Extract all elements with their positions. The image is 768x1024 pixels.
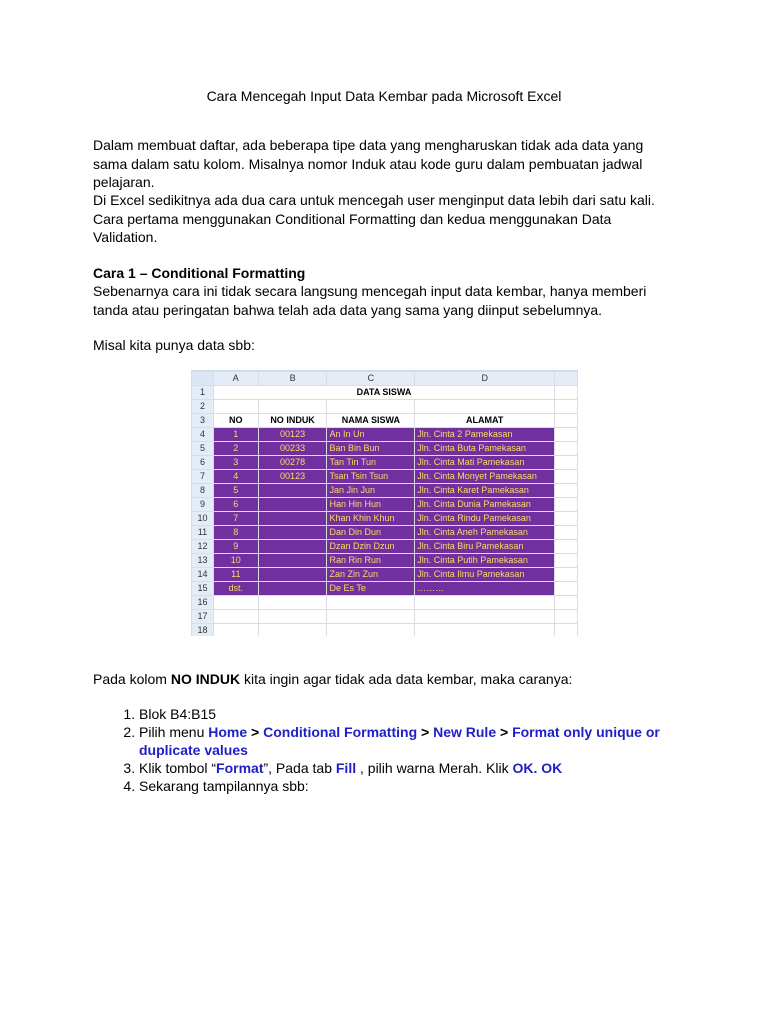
sheet-row xyxy=(192,526,578,540)
cell-no[interactable]: 9 xyxy=(213,540,258,554)
cell[interactable] xyxy=(327,596,415,610)
cell-no[interactable]: 7 xyxy=(213,512,258,526)
cell[interactable] xyxy=(213,610,258,624)
row-header[interactable]: 18 xyxy=(192,624,214,637)
cell-alamat[interactable]: Jln. Cinta Aneh Pamekasan xyxy=(415,526,555,540)
step-3-mid2: , pilih warna Merah. Klik xyxy=(356,760,513,776)
cara1-heading: Cara 1 – Conditional Formatting xyxy=(93,265,306,281)
sheet-row xyxy=(192,582,578,596)
fill-tab-ref: Fill xyxy=(335,760,357,776)
cell[interactable] xyxy=(555,540,578,554)
cell-no-induk[interactable] xyxy=(258,484,327,498)
step-item xyxy=(139,759,699,777)
pada-suffix: kita ingin agar tidak ada data kembar, maka caranya: xyxy=(240,671,573,687)
cell[interactable] xyxy=(555,512,578,526)
sheet-row xyxy=(192,610,578,624)
sheet-row xyxy=(192,386,578,400)
header-cell-alamat[interactable]: ALAMAT xyxy=(415,414,555,428)
cell[interactable] xyxy=(555,526,578,540)
cell-no[interactable]: 2 xyxy=(213,442,258,456)
sheet-row xyxy=(192,554,578,568)
cell[interactable] xyxy=(415,610,555,624)
cell[interactable] xyxy=(258,400,327,414)
cell-no[interactable]: dst. xyxy=(213,582,258,596)
cell-no[interactable]: 6 xyxy=(213,498,258,512)
cell-alamat[interactable]: Jln. Cinta Dunia Pamekasan xyxy=(415,498,555,512)
sheet-row xyxy=(192,498,578,512)
sheet-row xyxy=(192,414,578,428)
steps-list xyxy=(93,705,699,795)
format-button-ref: Format xyxy=(216,760,264,776)
cell[interactable] xyxy=(555,568,578,582)
cell[interactable] xyxy=(327,400,415,414)
cell-alamat[interactable]: Jln. Cinta Mati Pamekasan xyxy=(415,456,555,470)
cell-nama-siswa[interactable]: Dan Din Dun xyxy=(327,526,415,540)
cell-no-induk[interactable] xyxy=(258,540,327,554)
cell-nama-siswa[interactable]: Zan Zin Zun xyxy=(327,568,415,582)
step-3-mid: ”, Pada tab xyxy=(263,760,336,776)
cell-nama-siswa[interactable]: Han Hin Hun xyxy=(327,498,415,512)
step-3-prefix: Klik tombol “ xyxy=(139,760,217,776)
cell[interactable] xyxy=(555,610,578,624)
step-2-prefix: Pilih menu xyxy=(139,724,209,740)
cell[interactable] xyxy=(555,428,578,442)
sheet-row xyxy=(192,484,578,498)
column-header[interactable]: B xyxy=(258,372,327,386)
cell[interactable] xyxy=(258,610,327,624)
step-4-text: Sekarang tampilannya sbb: xyxy=(139,778,309,794)
cell-no-induk[interactable]: 00278 xyxy=(258,456,327,470)
cell[interactable] xyxy=(258,596,327,610)
column-header[interactable]: A xyxy=(213,372,258,386)
pada-bold: NO INDUK xyxy=(170,671,241,687)
cell-no-induk[interactable]: 00233 xyxy=(258,442,327,456)
row-header[interactable]: 13 xyxy=(192,554,214,568)
cell-nama-siswa[interactable]: Ban Bin Bun xyxy=(327,442,415,456)
cell[interactable] xyxy=(555,582,578,596)
cell-nama-siswa[interactable]: De Es Te xyxy=(327,582,415,596)
sheet-row xyxy=(192,568,578,582)
spreadsheet-screenshot xyxy=(191,370,578,636)
cell-nama-siswa[interactable]: Khan Khin Khun xyxy=(327,512,415,526)
row-header[interactable]: 8 xyxy=(192,484,214,498)
cell-alamat[interactable]: ……… xyxy=(415,582,555,596)
cell-alamat[interactable]: Jln. Cinta Ilmu Pamekasan xyxy=(415,568,555,582)
ok-ref: OK. OK xyxy=(512,760,563,776)
cell-no[interactable]: 4 xyxy=(213,470,258,484)
step-1-text: Blok B4:B15 xyxy=(139,706,217,722)
row-header[interactable]: 16 xyxy=(192,596,214,610)
cell[interactable] xyxy=(555,386,578,400)
sheet-row xyxy=(192,596,578,610)
cell-alamat[interactable]: Jln. Cinta 2 Pamekasan xyxy=(415,428,555,442)
spreadsheet-grid xyxy=(191,371,578,636)
row-header[interactable]: 4 xyxy=(192,428,214,442)
menu-new-rule: New Rule xyxy=(433,724,497,740)
cell-nama-siswa[interactable]: An In Un xyxy=(327,428,415,442)
cell-no[interactable]: 1 xyxy=(213,428,258,442)
sheet-row xyxy=(192,470,578,484)
cell[interactable] xyxy=(213,596,258,610)
cell[interactable] xyxy=(213,624,258,637)
cara1-text: Sebenarnya cara ini tidak secara langsung mencegah input data kembar, hanya memberi tanda atau peringatan bahwa telah ada data yang sama yang diinput sebelumnya. xyxy=(93,283,647,318)
row-header[interactable]: 10 xyxy=(192,512,214,526)
cell[interactable] xyxy=(213,400,258,414)
row-header[interactable]: 5 xyxy=(192,442,214,456)
pada-kolom-text xyxy=(93,670,673,689)
row-header[interactable]: 1 xyxy=(192,386,214,400)
cell[interactable] xyxy=(555,442,578,456)
cell[interactable] xyxy=(327,610,415,624)
header-cell-no[interactable]: NO xyxy=(213,414,258,428)
cell[interactable] xyxy=(555,400,578,414)
cell[interactable] xyxy=(327,624,415,637)
cell-nama-siswa[interactable]: Dzan Dzin Dzun xyxy=(327,540,415,554)
row-header[interactable]: 3 xyxy=(192,414,214,428)
row-header[interactable]: 14 xyxy=(192,568,214,582)
select-all-corner[interactable] xyxy=(192,372,214,386)
sheet-row xyxy=(192,456,578,470)
cell-no[interactable]: 5 xyxy=(213,484,258,498)
cell-no-induk[interactable] xyxy=(258,582,327,596)
header-cell-nama-siswa[interactable]: NAMA SISWA xyxy=(327,414,415,428)
cell-nama-siswa[interactable]: Jan Jin Jun xyxy=(327,484,415,498)
menu-format-unique-duplicate: Format only unique or duplicate values xyxy=(139,724,660,758)
sheet-row xyxy=(192,442,578,456)
sheet-title-cell[interactable]: DATA SISWA xyxy=(213,386,554,400)
cell-alamat[interactable]: Jln. Cinta Biru Pamekasan xyxy=(415,540,555,554)
sheet-row xyxy=(192,428,578,442)
cell-no-induk[interactable]: 00123 xyxy=(258,470,327,484)
cell[interactable] xyxy=(258,624,327,637)
cell[interactable] xyxy=(415,400,555,414)
step-item xyxy=(139,777,699,795)
cell-no[interactable]: 3 xyxy=(213,456,258,470)
separator: > xyxy=(247,724,264,740)
intro-paragraph-1: Dalam membuat daftar, ada beberapa tipe data yang mengharuskan tidak ada data yang sama dalam satu kolom. Misalnya nomor Induk atau kode guru dalam pembuatan jadwal pelajaran. xyxy=(93,137,644,190)
cell[interactable] xyxy=(415,624,555,637)
sheet-row xyxy=(192,624,578,637)
cell[interactable] xyxy=(415,596,555,610)
column-header[interactable]: C xyxy=(327,372,415,386)
step-item xyxy=(139,723,699,759)
row-header[interactable]: 7 xyxy=(192,470,214,484)
cell-no[interactable]: 10 xyxy=(213,554,258,568)
cell[interactable] xyxy=(555,484,578,498)
cell-nama-siswa[interactable]: Ran Rin Run xyxy=(327,554,415,568)
cell[interactable] xyxy=(555,470,578,484)
sheet-row xyxy=(192,540,578,554)
cell-alamat[interactable]: Jln. Cinta Karet Pamekasan xyxy=(415,484,555,498)
menu-home: Home xyxy=(208,724,248,740)
cell-no[interactable]: 11 xyxy=(213,568,258,582)
cell-no-induk[interactable] xyxy=(258,568,327,582)
step-item xyxy=(139,705,699,723)
cell-no-induk[interactable] xyxy=(258,526,327,540)
sheet-row xyxy=(192,512,578,526)
page-title: Cara Mencegah Input Data Kembar pada Microsoft Excel xyxy=(206,88,562,104)
separator: > xyxy=(496,724,513,740)
cell[interactable] xyxy=(555,624,578,637)
cell-no-induk[interactable] xyxy=(258,498,327,512)
pada-prefix: Pada kolom xyxy=(93,671,171,687)
menu-conditional-formatting: Conditional Formatting xyxy=(263,724,418,740)
cell-no-induk[interactable] xyxy=(258,512,327,526)
misal-text: Misal kita punya data sbb: xyxy=(93,337,255,353)
row-header[interactable]: 9 xyxy=(192,498,214,512)
row-header[interactable]: 17 xyxy=(192,610,214,624)
column-header-row xyxy=(192,372,578,386)
cell-alamat[interactable]: Jln. Cinta Putih Pamekasan xyxy=(415,554,555,568)
cell-no[interactable]: 8 xyxy=(213,526,258,540)
cell[interactable] xyxy=(555,456,578,470)
cell-nama-siswa[interactable]: Tan Tin Tun xyxy=(327,456,415,470)
cell-nama-siswa[interactable]: Tsan Tsin Tsun xyxy=(327,470,415,484)
cell[interactable] xyxy=(555,498,578,512)
separator: > xyxy=(417,724,434,740)
cell-alamat[interactable]: Jln. Cinta Monyet Pamekasan xyxy=(415,470,555,484)
row-header[interactable]: 6 xyxy=(192,456,214,470)
cell-alamat[interactable]: Jln. Cinta Buta Pamekasan xyxy=(415,442,555,456)
column-header[interactable] xyxy=(555,372,578,386)
cell[interactable] xyxy=(555,554,578,568)
row-header[interactable]: 11 xyxy=(192,526,214,540)
intro-paragraph-2: Di Excel sedikitnya ada dua cara untuk mencegah user menginput data lebih dari satu kali. Cara pertama menggunakan Conditional Formatting dan kedua menggunakan Data Validation. xyxy=(93,192,655,245)
cell-no-induk[interactable] xyxy=(258,554,327,568)
cell-alamat[interactable]: Jln. Cinta Rindu Pamekasan xyxy=(415,512,555,526)
cell-no-induk[interactable]: 00123 xyxy=(258,428,327,442)
header-cell-no-induk[interactable]: NO INDUK xyxy=(258,414,327,428)
sheet-row xyxy=(192,400,578,414)
row-header[interactable]: 15 xyxy=(192,582,214,596)
row-header[interactable]: 2 xyxy=(192,400,214,414)
cell[interactable] xyxy=(555,596,578,610)
column-header[interactable]: D xyxy=(415,372,555,386)
row-header[interactable]: 12 xyxy=(192,540,214,554)
cell[interactable] xyxy=(555,414,578,428)
